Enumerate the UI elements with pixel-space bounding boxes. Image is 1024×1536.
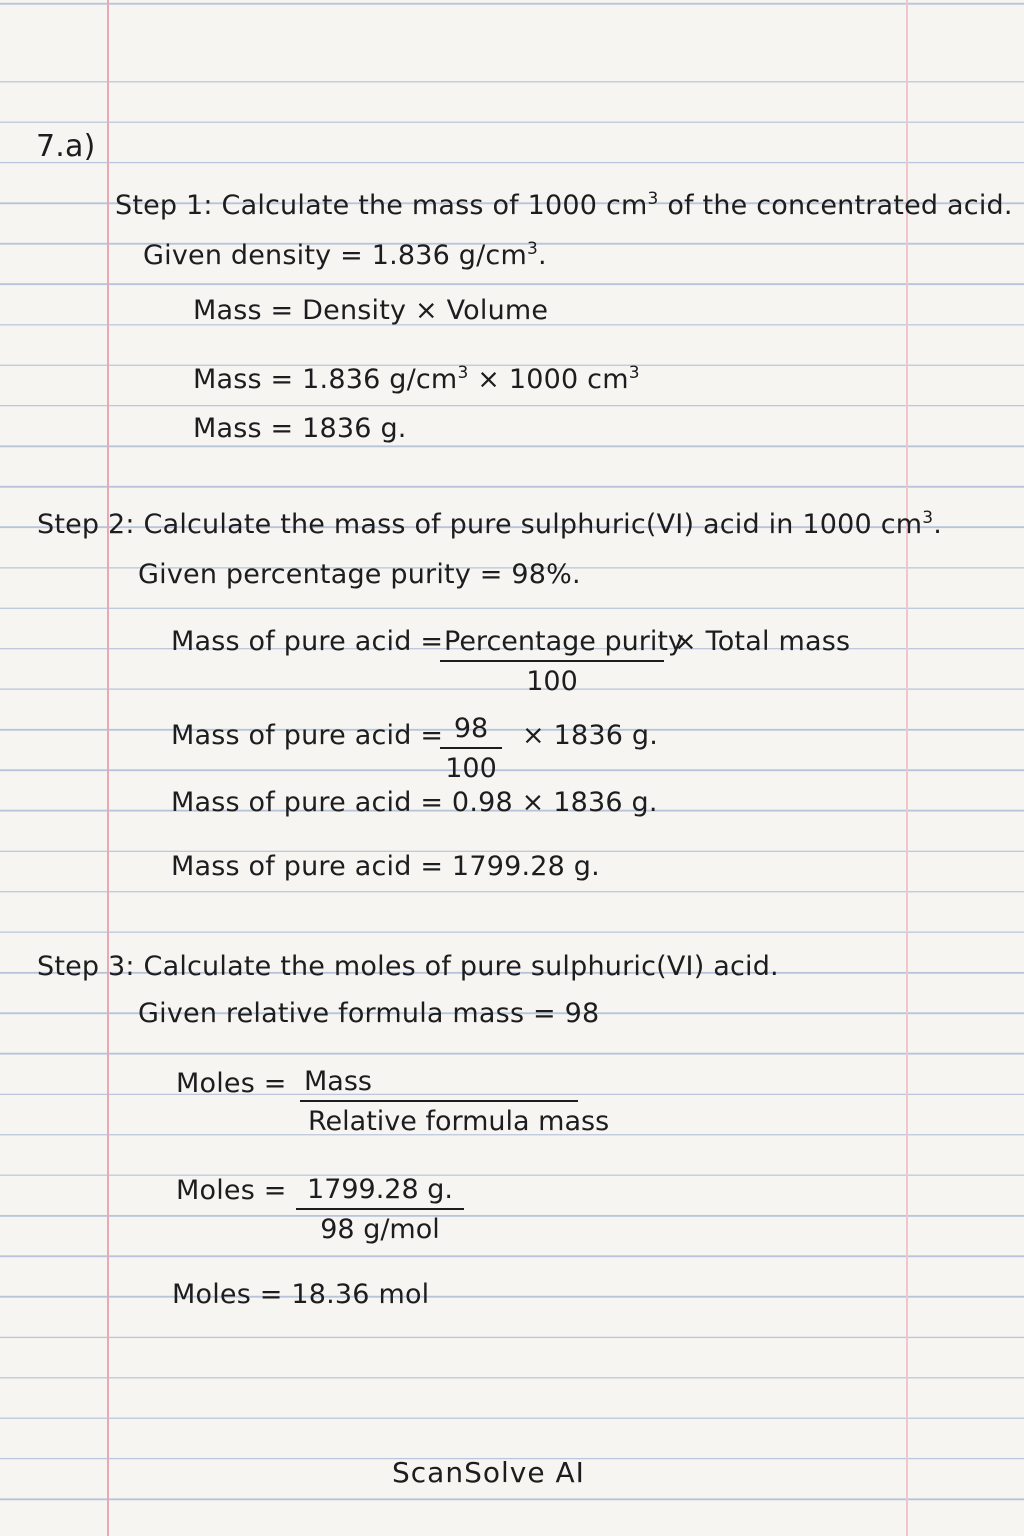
step1-substitution: Mass = 1.836 $g/cm^3 \times 1000$ $cm^3$ — [193, 363, 640, 395]
step1-title: Step 1: Calculate the mass of 1000 $cm^3$ of the concentrated acid. — [115, 189, 1013, 221]
step3-line2-fraction — [296, 1174, 464, 1245]
fraction-numerator: Percentage purity — [440, 626, 664, 662]
step2-line3: Mass of pure acid = 0.98 × 1836 g. — [171, 787, 658, 818]
fraction-denominator: 100 — [526, 666, 578, 697]
step1-formula: Mass = Density × Volume — [193, 295, 549, 326]
left-margin-line — [107, 0, 109, 1536]
question-number: 7.a) — [36, 129, 96, 164]
step2-line4: Mass of pure acid = 1799.28 g. — [171, 851, 600, 882]
step2-line2-lhs: Mass of pure acid = — [171, 720, 444, 751]
step3-formula-lhs: Moles = — [176, 1068, 287, 1099]
step2-line2-rhs: × 1836 g. — [522, 720, 659, 751]
step3-formula-fraction — [300, 1066, 610, 1137]
fraction-numerator: Mass — [300, 1066, 578, 1102]
fraction-numerator: 98 — [440, 713, 502, 749]
fraction-denominator: Relative formula mass — [308, 1106, 610, 1137]
step3-line2-lhs: Moles = — [176, 1175, 287, 1206]
footer-brand: ScanSolve AI — [392, 1456, 585, 1489]
step2-given: Given percentage purity = 98%. — [138, 559, 581, 590]
step2-title: Step 2: Calculate the mass of pure sulphuric(VI) acid in 1000 $cm^3$. — [37, 508, 943, 540]
step2-formula-rhs: × Total mass — [674, 626, 851, 657]
fraction-denominator: 98 g/mol — [320, 1214, 440, 1245]
step3-title: Step 3: Calculate the moles of pure sulphuric(VI) acid. — [37, 951, 779, 982]
right-margin-line — [906, 0, 908, 1536]
step1-given: Given density = 1.836 $g/cm^3$. — [143, 239, 547, 271]
fraction-denominator: 100 — [445, 753, 497, 784]
step2-formula-lhs: Mass of pure acid = — [171, 626, 444, 657]
step2-line2-fraction — [440, 713, 502, 784]
step1-result: Mass = 1836 g. — [193, 413, 407, 444]
step2-formula-fraction — [440, 626, 684, 697]
step3-given: Given relative formula mass = 98 — [138, 998, 600, 1029]
fraction-numerator: 1799.28 g. — [296, 1174, 464, 1210]
step3-result: Moles = 18.36 mol — [172, 1279, 430, 1310]
